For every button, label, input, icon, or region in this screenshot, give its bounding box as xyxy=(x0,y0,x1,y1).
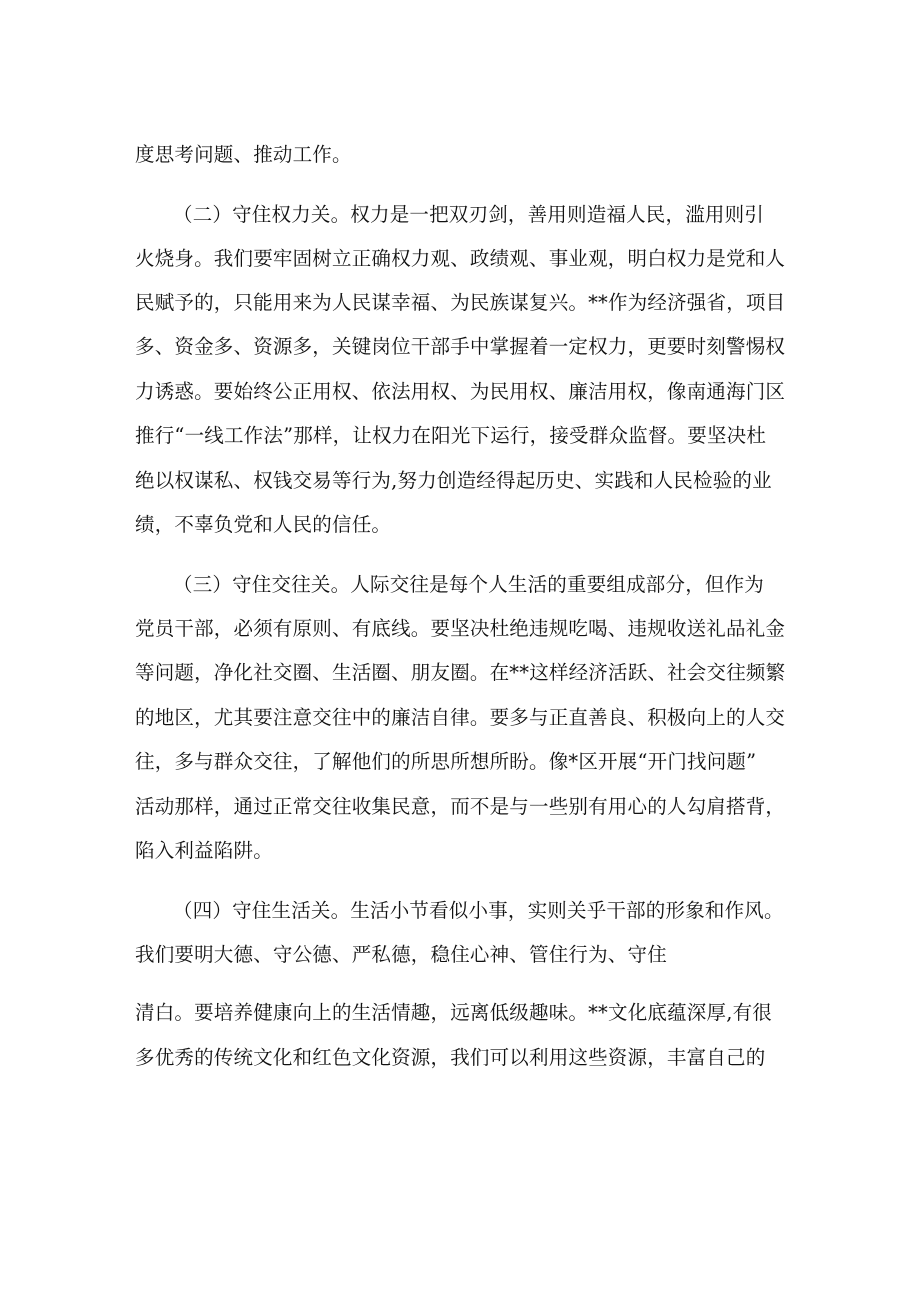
text-line-3: 火烧身。我们要牢固树立正确权力观、政绩观、事业观，明白权力是党和人 xyxy=(135,247,786,270)
text-line-11: 党员干部，必须有原则、有底线。要坚决杜绝违规吃喝、违规收送礼品礼金 xyxy=(135,617,786,640)
text-line-13: 的地区，尤其要注意交往中的廉洁自律。要多与正直善良、积极向上的人交 xyxy=(135,706,786,729)
text-line-16: 陷入利益陷阱。 xyxy=(135,839,273,862)
text-line-4: 民赋予的，只能用来为人民谋幸福、为民族谋复兴。**作为经济强省，项目 xyxy=(135,291,786,314)
text-line-12: 等问题，净化社交圈、生活圈、朋友圈。在**这样经济活跃、社会交往频繁 xyxy=(135,661,786,684)
text-line-2: （二）守住权力关。权力是一把双刃剑，善用则造福人民，滥用则引 xyxy=(173,203,765,226)
text-line-15: 活动那样，通过正常交往收集民意，而不是与一些别有用心的人勾肩搭背， xyxy=(135,795,786,818)
text-line-8: 绝以权谋私、权钱交易等行为,努力创造经得起历史、实践和人民检验的业 xyxy=(135,469,772,492)
text-line-5: 多、资金多、资源多，关键岗位干部手中掌握着一定权力，更要时刻警惕权 xyxy=(135,335,786,358)
text-line-6: 力诱惑。要始终公正用权、依法用权、为民用权、廉洁用权，像南通海门区 xyxy=(135,380,786,403)
text-line-1: 度思考问题、推动工作。 xyxy=(135,143,352,166)
text-line-14: 往，多与群众交往，了解他们的所思所想所盼。像*区开展“开门找问题” xyxy=(135,750,757,773)
text-line-18: 我们要明大德、守公德、严私德，稳住心神、管住行为、守住 xyxy=(135,943,667,966)
text-line-20: 多优秀的传统文化和红色文化资源，我们可以利用这些资源，丰富自己的 xyxy=(135,1046,766,1069)
text-line-10: （三）守住交往关。人际交往是每个人生活的重要组成部分，但作为 xyxy=(173,573,765,596)
text-line-9: 绩，不辜负党和人民的信任。 xyxy=(135,513,392,536)
text-line-19: 清白。要培养健康向上的生活情趣，远离低级趣味。**文化底蕴深厚,有很 xyxy=(135,1001,772,1024)
text-line-7: 推行“一线工作法”那样，让权力在阳光下运行，接受群众监督。要坚决杜 xyxy=(135,424,767,447)
text-line-17: （四）守住生活关。生活小节看似小事，实则关乎干部的形象和作风。 xyxy=(173,899,784,922)
